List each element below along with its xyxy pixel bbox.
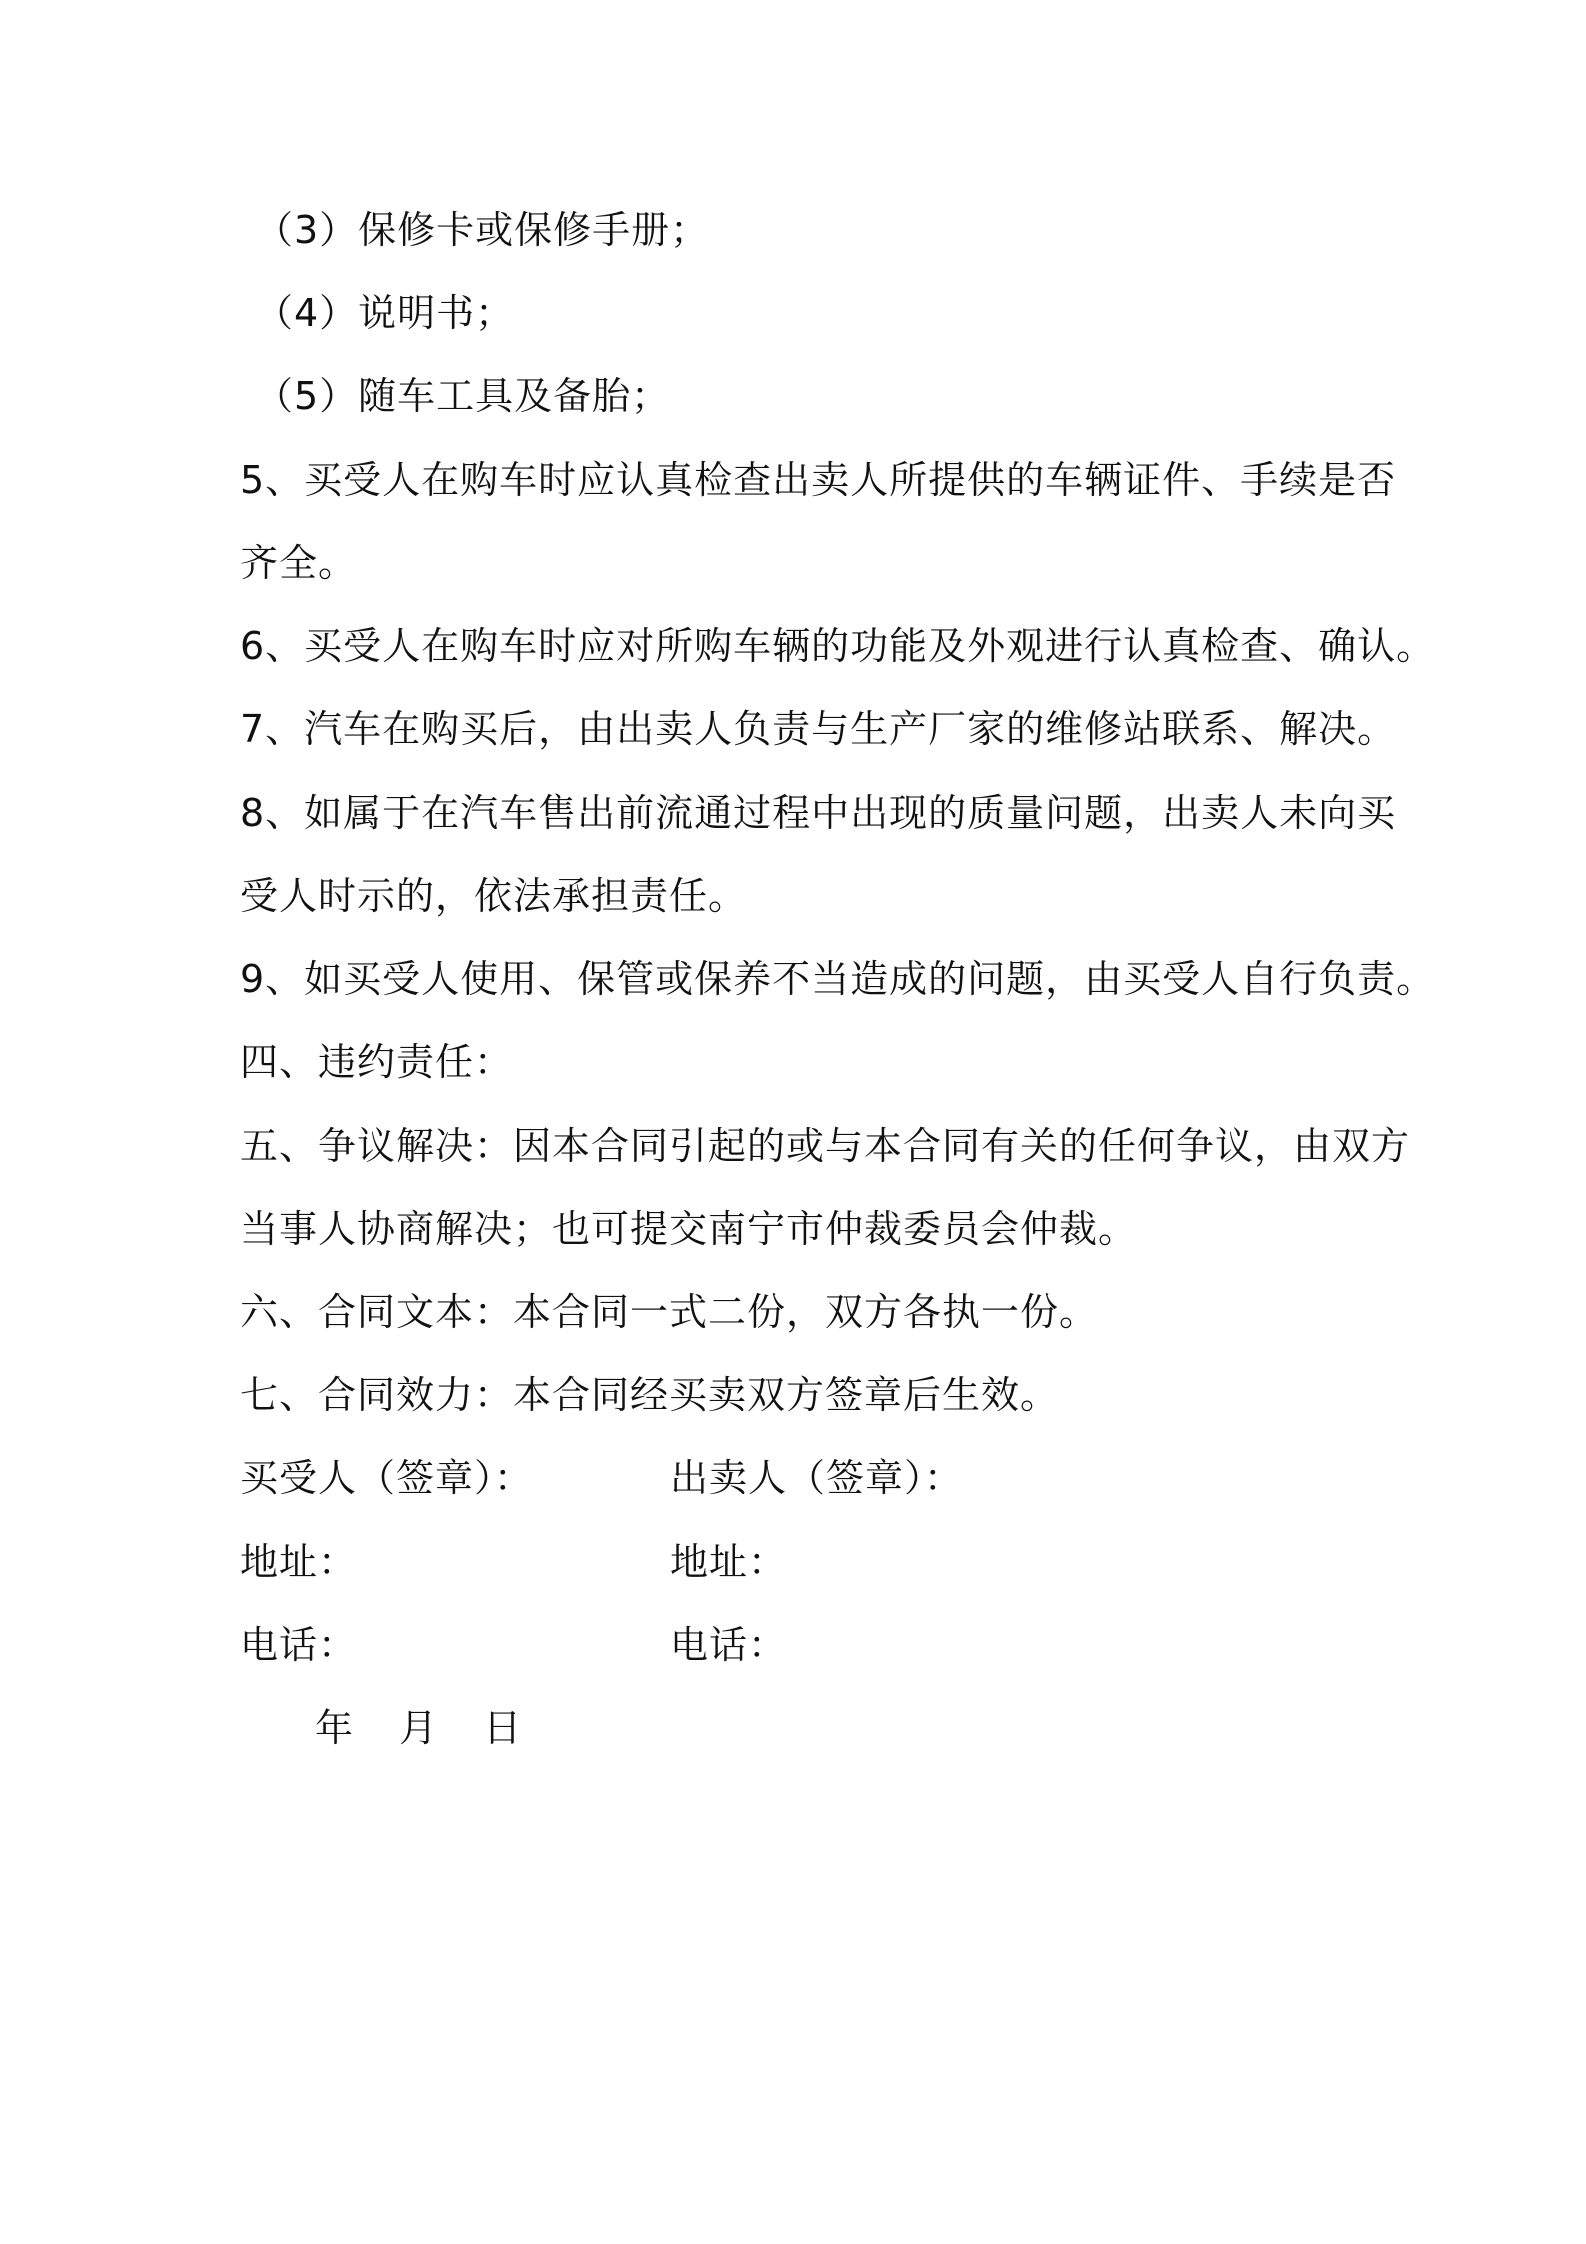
clause-5-line-2: 齐全。 [240,541,358,585]
date-year: 年 [315,1706,355,1750]
date-day: 日 [483,1706,523,1750]
seller-signature-label: 出卖人（签章）： [670,1456,964,1500]
date-month: 月 [399,1706,439,1750]
clause-7: 7、汽车在购买后，由出卖人负责与生产厂家的维修站联系、解决。 [240,707,1397,751]
clause-5-line-1: 5、买受人在购车时应认真检查出卖人所提供的车辆证件、手续是否 [240,458,1397,502]
buyer-phone-label: 电话： [240,1623,358,1667]
section-5-line-2: 当事人协商解决；也可提交南宁市仲裁委员会仲裁。 [240,1207,1138,1251]
buyer-address-label: 地址： [240,1540,358,1584]
sub-item-warranty-card: （3）保修卡或保修手册； [255,208,710,252]
date-line [315,1703,554,1753]
sub-item-tools-spare-tire: （5）随车工具及备胎； [255,374,671,418]
section-6: 六、合同文本：本合同一式二份，双方各执一份。 [240,1290,1099,1334]
clause-8-line-1: 8、如属于在汽车售出前流通过程中出现的质量问题，出卖人未向买 [240,791,1397,835]
clause-6: 6、买受人在购车时应对所购车辆的功能及外观进行认真检查、确认。 [240,624,1436,668]
section-4-heading: 四、违约责任： [240,1040,514,1084]
sub-item-manual: （4）说明书； [255,291,515,335]
seller-phone-label: 电话： [670,1623,788,1667]
clause-8-line-2: 受人时示的，依法承担责任。 [240,874,748,918]
buyer-signature-label: 买受人（签章）： [240,1456,534,1500]
clause-9: 9、如买受人使用、保管或保养不当造成的问题，由买受人自行负责。 [240,957,1436,1001]
section-5-line-1: 五、争议解决：因本合同引起的或与本合同有关的任何争议，由双方 [240,1124,1411,1168]
seller-address-label: 地址： [670,1540,788,1584]
section-7: 七、合同效力：本合同经买卖双方签章后生效。 [240,1373,1060,1417]
